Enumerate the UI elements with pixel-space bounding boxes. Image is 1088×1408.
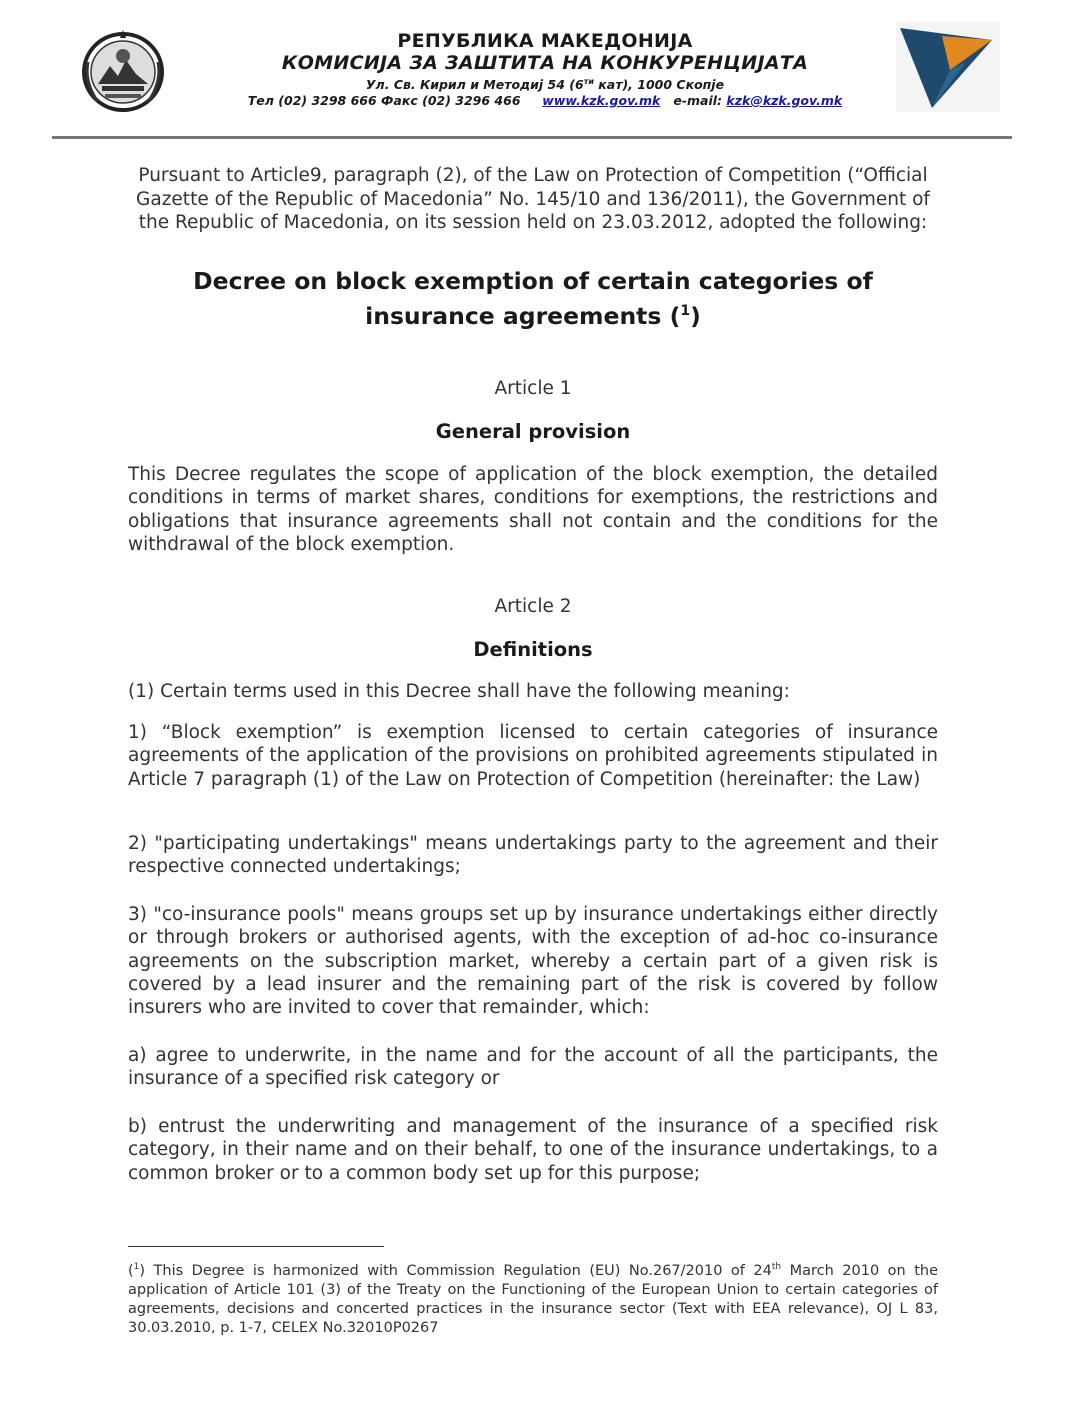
phone-fax: Тел (02) 3298 666 Факс (02) 3296 466 <box>247 93 521 108</box>
footnote: ($^1$) This Degree is harmonized with Commission Regulation (EU) No.267/2010 of 24th March 2010 on the application of Article 101 (3) of the Treaty on the Functioning of the European Union to certain categories of agreements, decisions and concerted practices in the insurance sector (Text with EEA relevance), OJ L 83, 30.03.2010, p. 1-7, CELEX No.32010P0267 <box>128 1262 938 1337</box>
article-2-intro: (1) Certain terms used in this Decree shall have the following meaning: <box>128 681 790 702</box>
definition-item-1: 1) “Block exemption” is exemption licensed to certain categories of insurance agreements of the application of the provisions on prohibited agreements stipulated in Article 7 paragraph (1) of the Law on Protection of Competition (hereinafter: the Law) <box>128 722 938 790</box>
article-1-heading: Article 1 <box>494 378 572 399</box>
article-1-text: This Decree regulates the scope of application of the block exemption, the detailed conditions in terms of market shares, conditions for exemptions, the restrictions and obligations that insurance agreements shall not contain and the conditions for the withdrawal of the block exemption. <box>128 464 938 555</box>
definition-item-3: 3) "co-insurance pools" means groups set up by insurance undertakings either directly or through brokers or authorised agents, with the exception of ad-hoc co-insurance agreements on the subscription market, whereby a certain part of a given risk is covered by a lead insurer and the remaining part of the risk is covered by follow insurers who are invited to cover that remainder, which: <box>128 904 938 1019</box>
footnote-divider <box>128 1246 384 1247</box>
article-1-subheading: General provision <box>435 420 631 443</box>
definition-item-3a: a) agree to underwrite, in the name and for the account of all the participants, the insurance of a specified risk category or <box>128 1045 938 1090</box>
header-contact <box>170 93 920 108</box>
definition-item-2: 2) "participating undertakings" means undertakings party to the agreement and their respective connected undertakings; <box>128 833 938 878</box>
header-country: РЕПУБЛИКА МАКЕДОНИЈА <box>397 30 693 52</box>
header-address: Ул. Св. Кирил и Методиј 54 ($6^{ти}$ кат), 1000 Скопје <box>365 77 725 93</box>
article-2-heading: Article 2 <box>494 596 572 617</box>
header-divider <box>52 136 1012 139</box>
coat-of-arms-emblem <box>80 22 166 114</box>
decree-title: Decree on block exemption of certain categories of insurance agreements ($^1$) <box>193 267 873 330</box>
preamble: Pursuant to Article9, paragraph (2), of the Law on Protection of Competition (“Official Gazette of the Republic of Macedonia” No. 145/10 and 136/2011), the Government of the Republic of Macedonia, on its session held on 23.03.2012, adopted the following: <box>136 165 930 233</box>
website-link[interactable]: www.kzk.gov.mk <box>542 93 661 108</box>
definition-item-3b: b) entrust the underwriting and management of the insurance of a specified risk category, in their name and on their behalf, to one of the insurance undertakings, to a common broker or to a common body set up for this purpose; <box>128 1116 938 1184</box>
email-link[interactable]: kzk@kzk.gov.mk <box>726 93 843 108</box>
article-2-subheading: Definitions <box>473 638 593 661</box>
email-label: e-mail: <box>673 93 723 108</box>
header-commission: КОМИСИЈА ЗА ЗАШТИТА НА КОНКУРЕНЦИЈАТА <box>281 52 809 74</box>
